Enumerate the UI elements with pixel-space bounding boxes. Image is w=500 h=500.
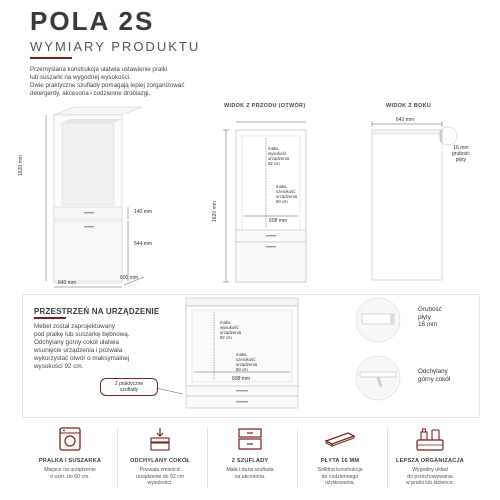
feature-desc: Miejsce na urządzenie o szer. do 60 cm. [44,467,96,480]
washing-machine-icon [58,426,82,452]
width-dimension: 640 mm [58,280,77,286]
description-line: Dwie praktyczne szuflady pomagają lepiej zorganizować [30,82,185,89]
inner-width-dimension: 608 mm [269,218,288,224]
feature-title: PRALKA / SUSZARKA [38,458,102,464]
feature-title: 2 SZUFLADY [231,458,269,464]
front-view-label: WIDOK Z PRZODU (OTWÓR) [224,103,306,109]
feature-board [294,424,386,487]
drawer-dimension: 140 mm [134,209,153,215]
feature-washer [24,424,116,480]
page-title: POLA 2S [30,6,155,36]
board-thickness-note: 16 mm grubość płyty [452,145,470,163]
product-description [30,66,230,98]
side-width-dimension: 642 mm [396,117,415,123]
description-line: Przemyślana konstrukcja ułatwia ustawienie pralki [30,66,168,73]
cabinet-3d-illustration [40,105,160,290]
base-dimension: 544 mm [134,241,153,247]
feature-title: LEPSZA ORGANIZACJA [395,458,465,464]
drawers-icon [237,427,263,451]
feature-desc: Mała i duża szuflada na akcesoria. [226,467,274,480]
front-view-drawing [206,112,326,288]
feature-desc: Solidna konstrukcja do codziennego użytkowania. [317,467,363,486]
tilting-plinth-icon [147,426,173,452]
feature-desc: Wygodny układ do przechowywania w pralni lub łazience. [405,467,455,486]
front-height-dimension: 1620 mm [212,201,218,222]
organizer-icon [414,426,446,452]
feature-title: PŁYTA 16 MM [320,458,360,464]
accent-rule [30,57,72,59]
feature-plinth [114,424,206,487]
feature-drawers [204,424,296,480]
section-title: PRZESTRZEŃ NA URZĄDZENIE [34,307,160,316]
feature-desc: Pozwala zmieścić urządzenie do 92 cm wysokości. [135,467,185,486]
drawers-badge: 2 praktyczne szuflady [100,378,158,396]
feature-organization [384,424,476,487]
detail-height-note: maks. wysokość urządzenia 92 cm [220,320,242,340]
section-text: Mebel został zaprojektowany pod pralkę lub suszarkę bębnową. Odchylany górny cokół ułatwia wsunięcie urządzenia i pozwala wykorzystać otwór o maksymalnej wysokości 92 cm. [34,323,130,370]
side-view-label: WIDOK Z BOKU [386,103,432,109]
detail-circles [352,296,404,406]
detail-width-note: maks. szerokość urządzenia 60 cm [236,352,258,372]
opening-height-note: maks. wysokość urządzenia 92 cm [268,146,290,166]
page-subtitle: WYMIARY PRODUKTU [30,39,201,54]
badge-pointer [155,384,185,396]
depth-dimension: 600 mm [120,275,139,281]
height-dimension: 1620 mm [18,155,24,176]
description-line: lub suszarki na wygodnej wysokości. [30,74,131,81]
opening-width-note: maks. szerokość urządzenia 60 cm [276,184,298,204]
plinth-callout: Odchylany górny cokół [418,368,451,383]
description-line: detergenty, akcesoria i codzienne drobiazgi. [30,90,151,97]
detail-inner-width: 608 mm [232,376,251,382]
board-callout: Grubość płyty 16 mm [418,306,442,328]
board-icon [324,429,356,449]
feature-title: ODCHYLANY COKÓŁ [129,458,191,464]
section-accent-rule [34,317,66,319]
